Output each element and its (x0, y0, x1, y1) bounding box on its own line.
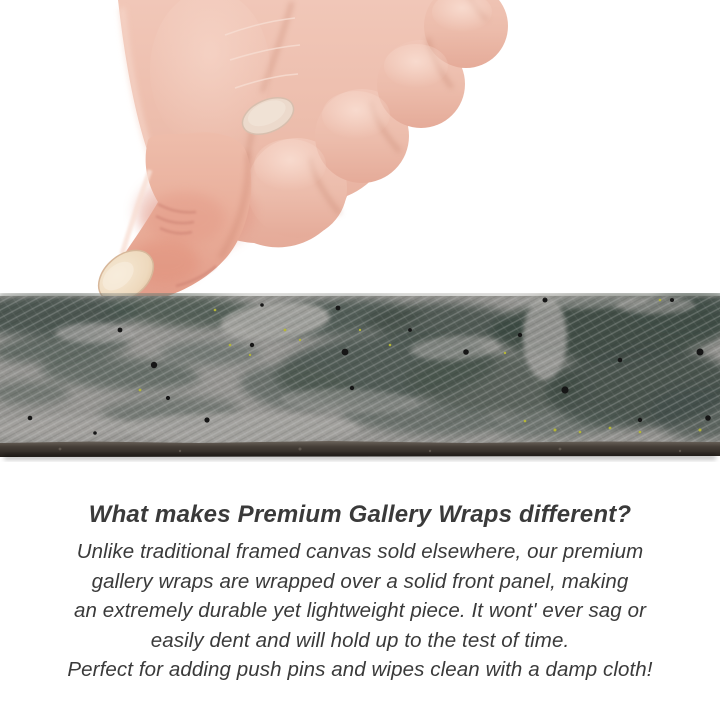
info-text-block (0, 500, 720, 685)
canvas-edge-photo (0, 293, 720, 468)
hand-thumb-press-photo (0, 0, 720, 312)
info-heading: What makes Premium Gallery Wraps different? (88, 501, 632, 528)
info-line-2: gallery wraps are wrapped over a solid front panel, making (91, 569, 629, 593)
info-line-1: Unlike traditional framed canvas sold elsewhere, our premium (76, 540, 644, 563)
info-line-4: easily dent and will hold up to the test of time. (150, 628, 570, 652)
info-line-3: an extremely durable yet lightweight piece. It wont' ever sag or (73, 599, 647, 622)
info-line-5: Perfect for adding push pins and wipes clean with a damp cloth! (67, 658, 653, 681)
